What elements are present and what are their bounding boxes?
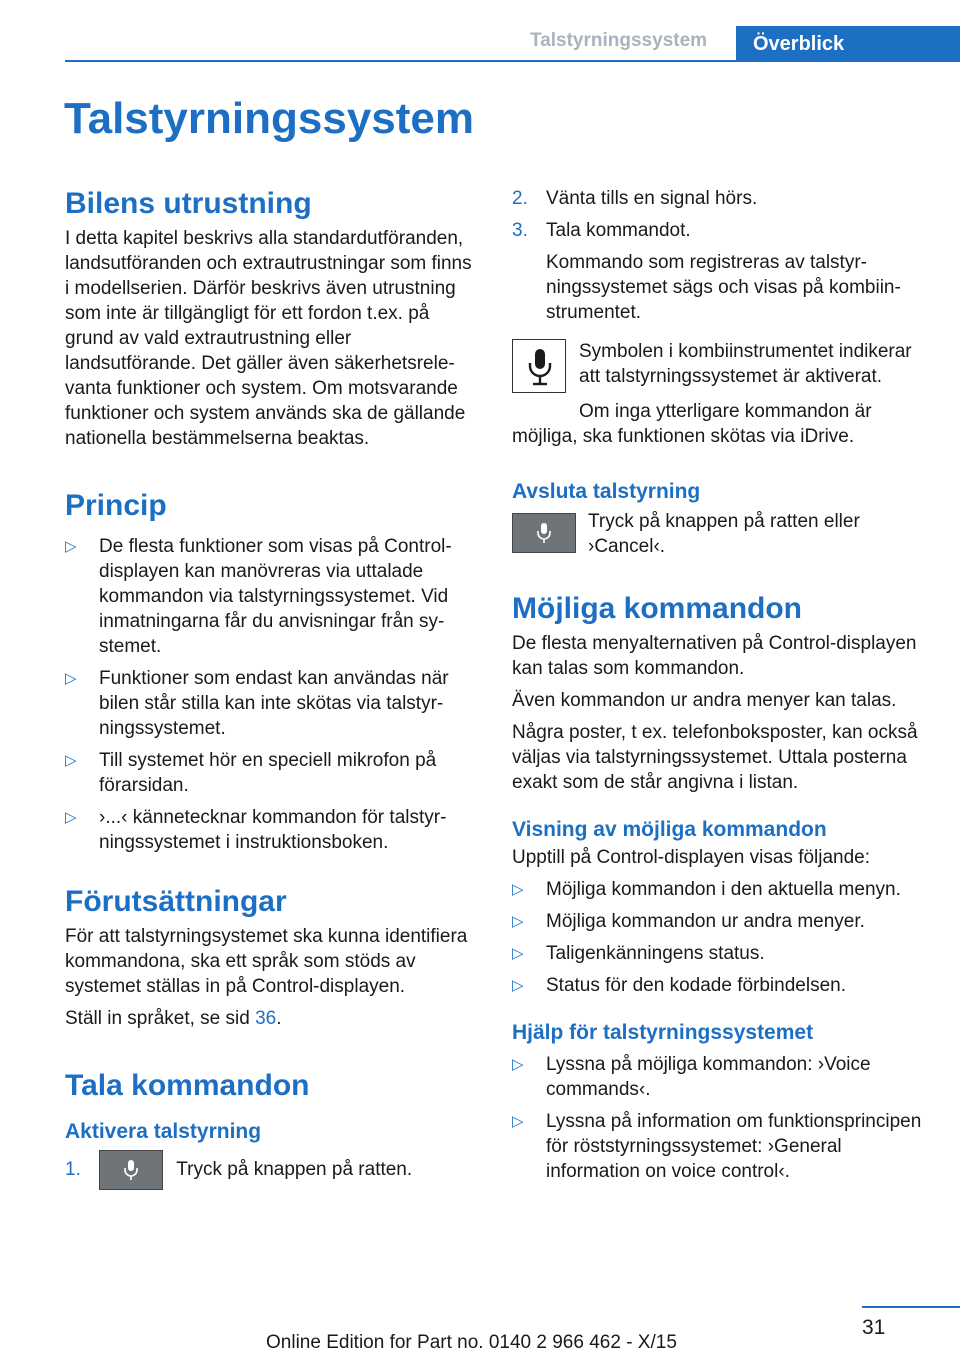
no-more-commands-text: Om inga ytterligare kommandon är möjliga, ska funktionen skötas via iDrive. bbox=[512, 401, 872, 447]
list-item: ▷ Möjliga kommandon ur andra menyer. bbox=[512, 911, 865, 932]
triangle-bullet-icon: ▷ bbox=[512, 1113, 524, 1130]
list-item: ▷ De flesta funktioner som visas på Control-displayen kan manövreras via uttalade kommandon via talstyrningssystemet. Vid inmatningarna får du anvisningar från systemet. bbox=[65, 536, 452, 657]
heading-princip: Princip bbox=[65, 489, 167, 522]
page-title: Talstyrningssystem bbox=[64, 94, 475, 143]
symbol-text: Symbolen i kombiinstrumentet indikerar att talstyrningssystemet är aktiverat. bbox=[579, 341, 912, 387]
mojliga-p2: Även kommandon ur andra menyer kan talas. bbox=[512, 690, 897, 711]
list-item: ▷ Funktioner som endast kan användas när bilen står stilla kan inte skötas via talstyrningssystemet. bbox=[65, 668, 449, 739]
page-link-36[interactable]: 36 bbox=[255, 1008, 277, 1029]
list-item: ▷ Möjliga kommandon i den aktuella menyn. bbox=[512, 879, 901, 900]
language-reference: Ställ in språket, se sid 36. bbox=[65, 1008, 282, 1029]
symbol-block bbox=[512, 339, 932, 399]
triangle-bullet-icon: ▷ bbox=[512, 1056, 524, 1073]
list-item: ▷ Lyssna på möjliga kommandon: ›Voice commands‹. bbox=[512, 1054, 871, 1100]
list-item: 1. Tryck på knappen på ratten. bbox=[65, 1149, 479, 1191]
forutsattningar-text: För att talstyrningsystemet ska kunna identifiera kommandona, ska ett språk som stöds av systemet ställas in på Control-displayen. bbox=[65, 926, 468, 997]
footer-edition: Online Edition for Part no. 0140 2 966 462 - X/15 bbox=[266, 1332, 677, 1353]
triangle-bullet-icon: ▷ bbox=[512, 977, 524, 994]
triangle-bullet-icon: ▷ bbox=[65, 809, 77, 826]
triangle-bullet-icon: ▷ bbox=[65, 752, 77, 769]
visning-list bbox=[512, 877, 932, 998]
left-column bbox=[65, 186, 479, 1198]
triangle-bullet-icon: ▷ bbox=[65, 670, 77, 687]
right-column bbox=[512, 186, 932, 1191]
talk-steps bbox=[512, 186, 932, 243]
heading-mojliga-kommandon: Möjliga kommandon bbox=[512, 592, 803, 625]
page-number: 31 bbox=[862, 1316, 886, 1339]
heading-tala-kommandon: Tala kommandon bbox=[65, 1069, 310, 1102]
mojliga-p1: De flesta menyalternativen på Control-displayen kan talas som kommandon. bbox=[512, 633, 917, 679]
heading-visning: Visning av möjliga kommandon bbox=[512, 818, 827, 841]
triangle-bullet-icon: ▷ bbox=[512, 945, 524, 962]
steering-wheel-voice-button bbox=[512, 513, 576, 553]
list-item: ▷ Till systemet hör en speciell mikrofon på förarsidan. bbox=[65, 750, 437, 796]
microphone-icon bbox=[121, 1159, 141, 1181]
microphone-icon bbox=[526, 348, 554, 386]
header-section-title: Talstyrningssystem bbox=[530, 30, 708, 51]
mojliga-p3: Några poster, t ex. telefonboksposter, kan också väljas via talstyrningssystemet. Uttala posterna exakt som de står angivna i listan. bbox=[512, 722, 918, 793]
hjalp-list bbox=[512, 1052, 932, 1184]
avsluta-text: Tryck på knappen på ratten eller ›Cancel‹. bbox=[588, 511, 860, 557]
list-item: ▷ Status för den kodade förbindelsen. bbox=[512, 975, 846, 996]
list-item: ▷ Lyssna på information om funktionsprincipen för röststyrningssystemet: ›General information on voice control‹. bbox=[512, 1111, 922, 1182]
visning-intro: Upptill på Control-displayen visas följande: bbox=[512, 847, 871, 868]
heading-forutsattningar: Förutsättningar bbox=[65, 885, 287, 918]
subheading-aktivera: Aktivera talstyrning bbox=[65, 1120, 262, 1143]
header-rule bbox=[65, 60, 960, 62]
triangle-bullet-icon: ▷ bbox=[65, 538, 77, 555]
heading-hjalp: Hjälp för talstyrningssystemet bbox=[512, 1021, 814, 1044]
triangle-bullet-icon: ▷ bbox=[512, 881, 524, 898]
list-item: 2. Vänta tills en signal hörs. bbox=[512, 188, 758, 209]
header-tab: Överblick bbox=[736, 26, 960, 62]
heading-avsluta: Avsluta talstyrning bbox=[512, 480, 701, 503]
triangle-bullet-icon: ▷ bbox=[512, 913, 524, 930]
cancel-block bbox=[512, 509, 932, 561]
steering-wheel-voice-button bbox=[99, 1150, 163, 1190]
heading-bilens-utrustning: Bilens utrustning bbox=[65, 187, 312, 220]
bilens-text: I detta kapitel beskrivs alla standardutföranden, landsutföranden och extrautrustningar som finns i modellserien. Därför beskrivs även utrustning som inte är tillgängligt för ett fordon t.ex. på grund av vald extrautrustning eller landsutförande. Det gäller även säkerhetsrelevanta funktioner och system. Om motsvarande funktioner och system används ska de gällande nationella bestämmelserna beaktas. bbox=[65, 228, 472, 449]
step3-detail: Kommando som registreras av talstyrningssystemet sägs och visas på kombiinstrumentet. bbox=[546, 252, 901, 323]
activate-steps bbox=[65, 1149, 479, 1191]
list-item: 3. Tala kommandot. bbox=[512, 220, 691, 241]
footer-rule bbox=[862, 1306, 960, 1308]
voice-symbol-box bbox=[512, 339, 566, 393]
list-item: ▷ ›...‹ kännetecknar kommandon för talstyrningssystemet i instruktionsboken. bbox=[65, 807, 447, 853]
microphone-icon bbox=[534, 522, 554, 544]
princip-list bbox=[65, 534, 479, 855]
list-item: ▷ Taligenkänningens status. bbox=[512, 943, 765, 964]
